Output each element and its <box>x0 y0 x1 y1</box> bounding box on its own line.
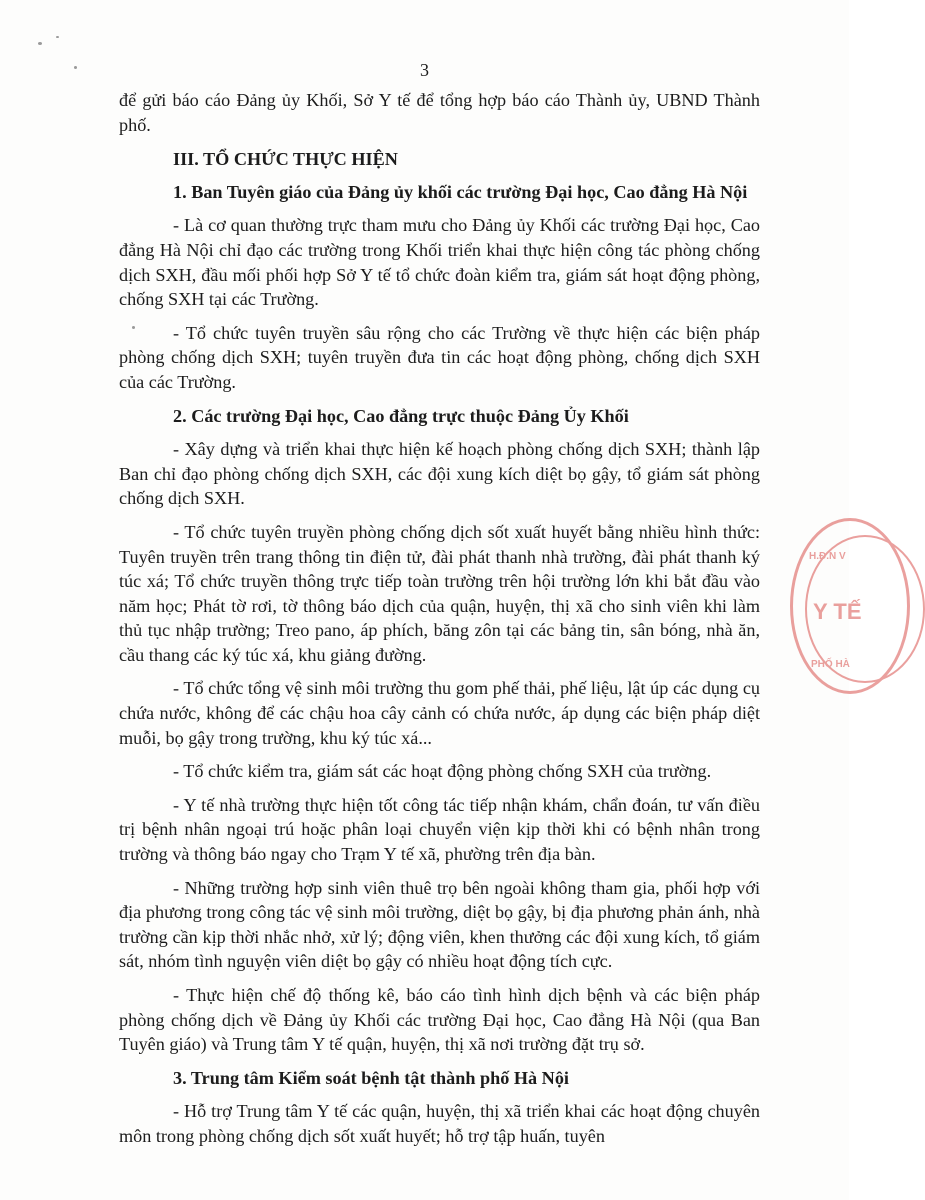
paragraph: - Y tế nhà trường thực hiện tốt công tác tiếp nhận khám, chẩn đoán, tư vấn điều trị bệnh nhân ngoại trú hoặc phân loại chuyển viện kịp thời khi có bệnh nhân trong trường và thông báo ngay cho Trạm Y tế xã, phường trên địa bàn. <box>119 794 760 865</box>
paragraph: - Là cơ quan thường trực tham mưu cho Đảng ủy Khối các trường Đại học, Cao đẳng Hà Nội chỉ đạo các trường trong Khối triển khai thực hiện công tác phòng chống dịch SXH, đầu mối phối hợp Sở Y tế tổ chức đoàn kiểm tra, giám sát hoạt động phòng, chống SXH tại các Trường. <box>119 215 760 310</box>
paragraph: - Tổ chức tổng vệ sinh môi trường thu gom phế thải, phế liệu, lật úp các dụng cụ chứa nước, không để các chậu hoa cây cảnh có chứa nước, áp dụng các biện pháp diệt muỗi, bọ gậy trong trường, khu ký túc xá... <box>119 678 760 748</box>
document-body <box>119 88 760 1158</box>
continuation-paragraph: để gửi báo cáo Đảng ủy Khối, Sở Y tế để tổng hợp báo cáo Thành ủy, UBND Thành phố. <box>119 90 760 135</box>
scan-speck <box>56 36 59 38</box>
paragraph: - Xây dựng và triển khai thực hiện kế hoạch phòng chống dịch SXH; thành lập Ban chỉ đạo phòng chống dịch SXH, các đội xung kích diệt bọ gậy, tổ giám sát phòng chống dịch SXH. <box>119 439 760 509</box>
subsection-heading-3: 3. Trung tâm Kiểm soát bệnh tật thành phố Hà Nội <box>173 1067 569 1088</box>
scan-speck <box>38 42 42 45</box>
subsection-heading-1: 1. Ban Tuyên giáo của Đảng ủy khối các trường Đại học, Cao đẳng Hà Nội <box>173 181 748 202</box>
section-heading: III. TỔ CHỨC THỰC HIỆN <box>173 149 398 170</box>
paragraph: - Những trường hợp sinh viên thuê trọ bên ngoài không tham gia, phối hợp với địa phương trong công tác vệ sinh môi trường, diệt bọ gậy, bị địa phương phản ánh, nhà trường cần kịp thời nhắc nhở, xử lý; động viên, khen thưởng các đội xung kích, tổ giám sát, nhóm tình nguyện viên diệt bọ gậy có nhiều hoạt động tích cực. <box>119 877 760 972</box>
stamp-top-text: H.Đ.N V <box>809 551 846 562</box>
red-stamp <box>790 518 910 694</box>
stamp-mid-text: Y TẾ <box>813 599 862 624</box>
paragraph: - Thực hiện chế độ thống kê, báo cáo tình hình dịch bệnh và các biện pháp phòng chống dịch về Đảng ủy Khối các trường Đại học, Cao đẳng Hà Nội (qua Ban Tuyên giáo) và Trung tâm Y tế quận, huyện, thị xã nơi trường đặt trụ sở. <box>119 985 760 1055</box>
page-number: 3 <box>420 60 429 80</box>
paragraph: - Tổ chức kiểm tra, giám sát các hoạt động phòng chống SXH của trường. <box>173 761 712 782</box>
paragraph: - Hỗ trợ Trung tâm Y tế các quận, huyện, thị xã triển khai các hoạt động chuyên môn trong phòng chống dịch sốt xuất huyết; hỗ trợ tập huấn, tuyên <box>119 1101 760 1146</box>
stamp-bottom-text: PHỐ HÀ <box>811 659 850 670</box>
paragraph: - Tổ chức tuyên truyền phòng chống dịch sốt xuất huyết bằng nhiều hình thức: Tuyên truyền trên trang thông tin điện tử, đài phát thanh nhà trường, đài phát thanh ký túc xá; Tổ chức truyền thông trực tiếp toàn trường trên hội trường lớn khi bắt đầu vào năm học; Phát tờ rơi, tờ thông báo dịch của quận, huyện, thị xã cho sinh viên khi làm thủ tục nhập trường; Treo pano, áp phích, băng zôn tại các bảng tin, sân bóng, nhà ăn, cầu thang các ký túc xá, khu giảng đường. <box>119 521 760 665</box>
paragraph: - Tổ chức tuyên truyền sâu rộng cho các Trường về thực hiện các biện pháp phòng chống dịch SXH; tuyên truyền đưa tin các hoạt động phòng, chống dịch SXH của các Trường. <box>119 322 760 392</box>
subsection-heading-2: 2. Các trường Đại học, Cao đẳng trực thuộc Đảng Ủy Khối <box>173 405 629 426</box>
